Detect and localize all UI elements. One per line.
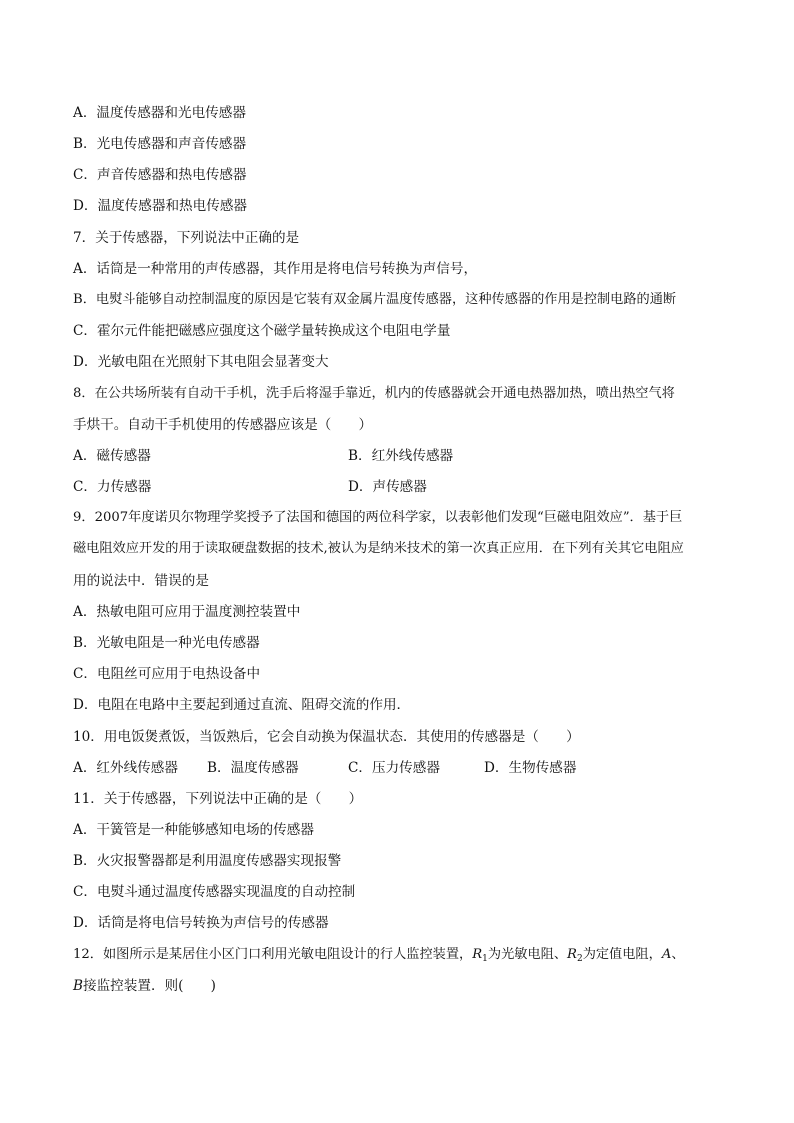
r2-symbol: $R_2$	[567, 947, 583, 964]
q8-option-a: A．磁传感器	[73, 448, 151, 464]
q6-option-d: D．温度传感器和热电传感器	[73, 198, 248, 214]
q9-stem-line-2: 磁电阻效应开发的用于读取硬盘数据的技术,被认为是纳米技术的第一次真正应用．在下列有关其它电阻应	[73, 541, 684, 556]
q7-option-a: A．话筒是一种常用的声传感器，其作用是将电信号转换为声信号，	[73, 261, 478, 277]
q12-stem-part-4: 、	[671, 947, 685, 962]
q7-option-c: C．霍尔元件能把磁感应强度这个磁学量转换成这个电阻电学量	[73, 323, 451, 339]
q8-stem-line-2: 手烘干。自动干手机使用的传感器应该是（ ）	[73, 417, 373, 433]
q9-option-c: C．电阻丝可应用于电热设备中	[73, 666, 261, 682]
q10-option-a: A．红外线传感器	[73, 760, 178, 776]
q10-stem: 10．用电饭煲煮饭，当饭熟后，它会自动换为保温状态．其使用的传感器是（ ）	[73, 729, 580, 745]
point-b-symbol: B	[73, 978, 83, 994]
q12-stem-line-2	[73, 977, 216, 995]
q10-option-b: B．温度传感器	[207, 760, 299, 776]
q9-option-d: D．电阻在电路中主要起到通过直流、阻碍交流的作用．	[73, 697, 411, 713]
r1-symbol: $R_1$	[472, 947, 488, 964]
q7-option-d: D．光敏电阻在光照射下其电阻会显著变大	[73, 354, 329, 370]
point-a-symbol: A	[661, 947, 672, 962]
q6-option-c: C．声音传感器和热电传感器	[73, 167, 247, 183]
q8-option-d: D．声传感器	[348, 479, 427, 495]
q8-option-c: C．力传感器	[73, 479, 152, 495]
q11-option-d: D．话筒是将电信号转换为声信号的传感器	[73, 915, 329, 931]
q11-stem: 11．关于传感器，下列说法中正确的是（ ）	[73, 791, 363, 807]
q12-stem-part-1: 12．如图所示是某居住小区门口利用光敏电阻设计的行人监控装置，	[73, 947, 473, 962]
q11-option-c: C．电熨斗通过温度传感器实现温度的自动控制	[73, 884, 356, 900]
q9-stem-line-3: 用的说法中．错误的是	[73, 573, 209, 589]
q9-option-b: B．光敏电阻是一种光电传感器	[73, 635, 260, 651]
q12-stem-line-1	[73, 946, 685, 968]
q8-option-b: B．红外线传感器	[348, 448, 454, 464]
q6-option-a: A．温度传感器和光电传感器	[73, 105, 246, 121]
q10-option-d: D．生物传感器	[484, 760, 577, 776]
q12-stem-part-2: 为光敏电阻、	[487, 947, 568, 962]
q7-option-b: B．电熨斗能够自动控制温度的原因是它装有双金属片温度传感器，这种传感器的作用是控制电路的通断	[73, 292, 677, 307]
q12-stem-part-5: 接监控装置．则( )	[83, 978, 216, 994]
q12-stem-part-3: 为定值电阻，	[582, 947, 662, 962]
q6-option-b: B．光电传感器和声音传感器	[73, 136, 247, 152]
q11-option-b: B．火灾报警器都是利用温度传感器实现报警	[73, 853, 342, 869]
q9-stem-line-1: 9．2007年度诺贝尔物理学奖授予了法国和德国的两位科学家，以表彰他们发现“巨磁电阻效应”．基于巨	[73, 510, 683, 525]
q8-stem-line-1: 8．在公共场所装有自动干手机，洗手后将湿手靠近，机内的传感器就会开通电热器加热，喷出热空气将	[73, 386, 675, 401]
q9-option-a: A．热敏电阻可应用于温度测控装置中	[73, 604, 301, 620]
q11-option-a: A．干簧管是一种能够感知电场的传感器	[73, 822, 314, 838]
q10-option-c: C．压力传感器	[348, 760, 440, 776]
q7-stem: 7．关于传感器，下列说法中正确的是	[73, 230, 300, 246]
